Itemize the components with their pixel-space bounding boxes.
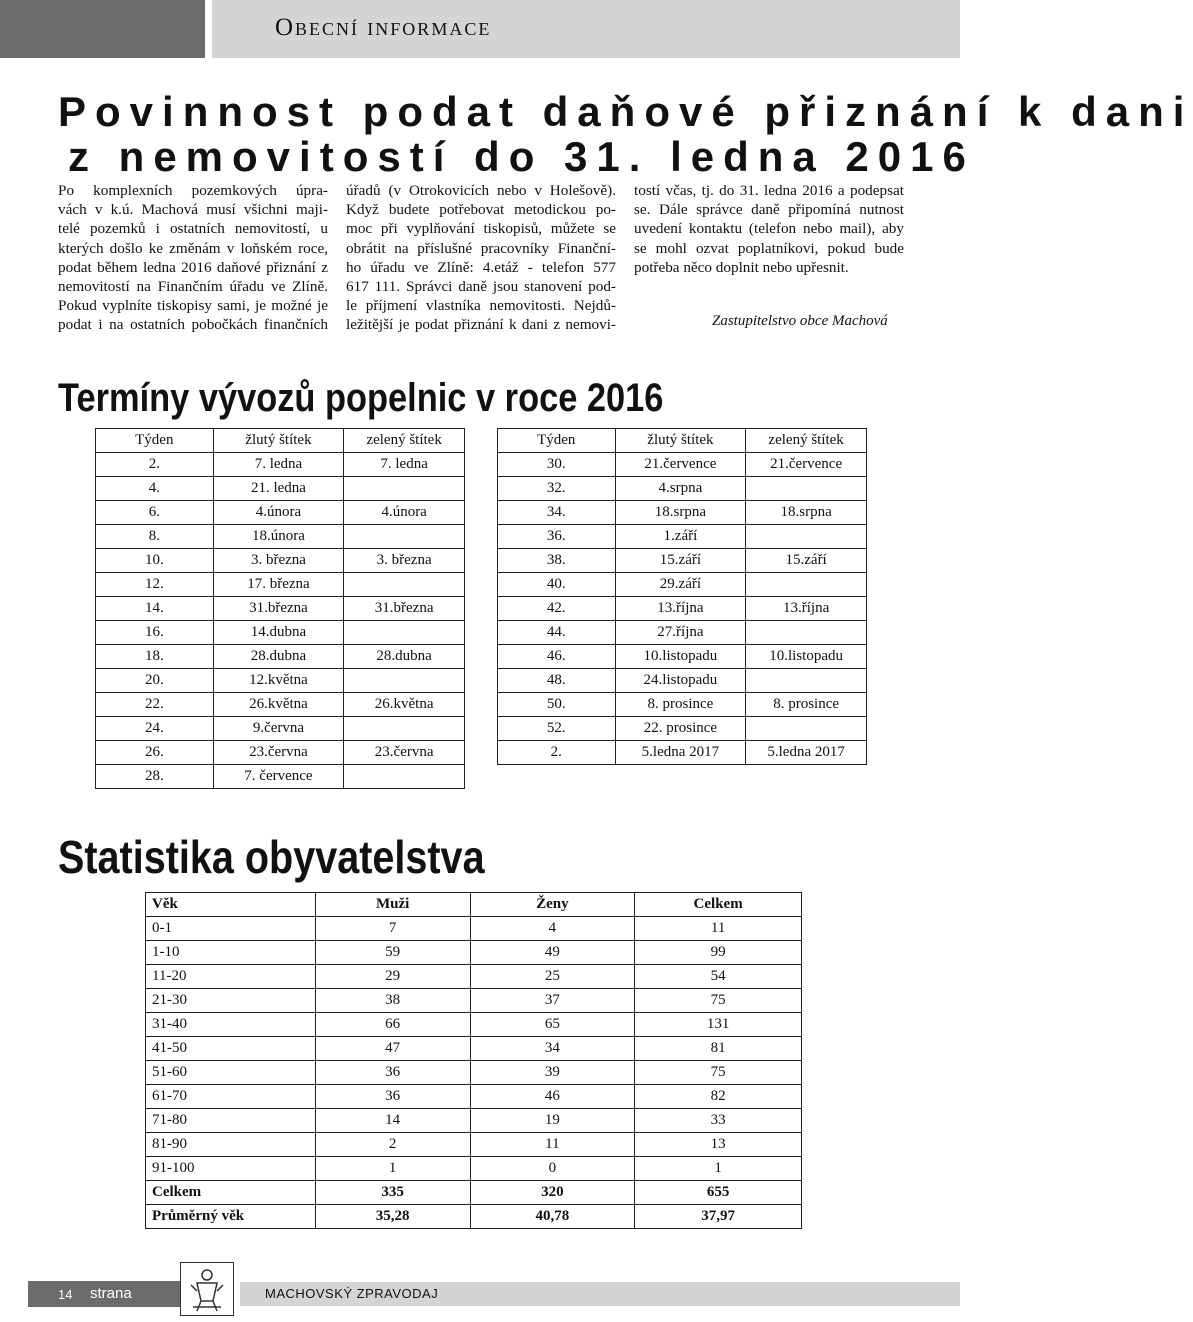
table-row — [498, 717, 867, 741]
article-column-2 — [346, 181, 616, 335]
table-cell — [746, 621, 867, 645]
table-row — [96, 717, 465, 741]
table-cell — [344, 621, 465, 645]
table-cell: 21.července — [615, 453, 746, 477]
article-line: podat i na ostatních pobočkách finančních — [58, 316, 328, 334]
table-cell: 13 — [635, 1133, 802, 1157]
table-row — [498, 525, 867, 549]
table-cell: 14.dubna — [213, 621, 344, 645]
article-column-1 — [58, 181, 328, 335]
table-cell — [344, 525, 465, 549]
table-cell: 0 — [470, 1157, 635, 1181]
table-cell: 1 — [635, 1157, 802, 1181]
table-row — [96, 669, 465, 693]
table-cell: 81-90 — [146, 1133, 316, 1157]
table-header-row — [498, 429, 867, 453]
table-cell: 48. — [498, 669, 616, 693]
article-line: ho úřadu ve Zlíně: 4.etáž - telefon 577 — [346, 258, 616, 276]
table-cell: 4.srpna — [615, 477, 746, 501]
waste-table-right — [497, 428, 867, 765]
table-header-row — [146, 893, 802, 917]
table-row — [96, 453, 465, 477]
table-cell: 40. — [498, 573, 616, 597]
table-row — [498, 453, 867, 477]
article-line: moc při vyplňování tiskopisů, můžete se — [346, 220, 616, 238]
table-cell: 27.října — [615, 621, 746, 645]
table-cell: 0-1 — [146, 917, 316, 941]
table-cell: 25 — [470, 965, 635, 989]
article-line: telé pozemků i ostatních nemovitostí, u — [58, 220, 328, 238]
table-cell — [344, 669, 465, 693]
table-cell: 13.října — [746, 597, 867, 621]
table-total-row — [146, 1181, 802, 1205]
article-column-3 — [634, 181, 904, 277]
table-cell: 40,78 — [470, 1205, 635, 1229]
table-cell — [344, 477, 465, 501]
table-cell: 7 — [315, 917, 470, 941]
table-row — [96, 621, 465, 645]
table-cell: 1 — [315, 1157, 470, 1181]
table-cell: 28.dubna — [344, 645, 465, 669]
table-row — [498, 621, 867, 645]
table-cell: 131 — [635, 1013, 802, 1037]
table-cell: 36 — [315, 1061, 470, 1085]
table-cell: 23.června — [213, 741, 344, 765]
table-cell: 7. ledna — [344, 453, 465, 477]
table-cell: zelený štítek — [344, 429, 465, 453]
article-line: se. Dále správce daně připomíná nutnost — [634, 201, 904, 219]
table-cell: 18.února — [213, 525, 344, 549]
table-header-row — [96, 429, 465, 453]
table-cell: Týden — [498, 429, 616, 453]
page-number: 14 — [58, 1287, 73, 1302]
table-cell: 42. — [498, 597, 616, 621]
table-row — [146, 1109, 802, 1133]
table-cell: 65 — [470, 1013, 635, 1037]
table-cell: 9.června — [213, 717, 344, 741]
table-cell: 38. — [498, 549, 616, 573]
table-cell: 2. — [96, 453, 214, 477]
table-cell: 13.října — [615, 597, 746, 621]
table-row — [498, 501, 867, 525]
table-row — [498, 669, 867, 693]
table-cell: 8. prosince — [615, 693, 746, 717]
table-cell: Celkem — [146, 1181, 316, 1205]
table-cell: 7. ledna — [213, 453, 344, 477]
table-cell: 82 — [635, 1085, 802, 1109]
magazine-name: MACHOVSKÝ ZPRAVODAJ — [265, 1286, 439, 1301]
article-line: úřadů (v Otrokovicích nebo v Holešově). — [346, 182, 616, 199]
table-cell: 59 — [315, 941, 470, 965]
table-cell — [746, 525, 867, 549]
table-cell: 10.listopadu — [746, 645, 867, 669]
table-cell: Ženy — [470, 893, 635, 917]
table-cell: 2 — [315, 1133, 470, 1157]
table-row — [146, 1133, 802, 1157]
table-cell: Týden — [96, 429, 214, 453]
table-cell: 66 — [315, 1013, 470, 1037]
table-cell: 320 — [470, 1181, 635, 1205]
table-cell: 8. — [96, 525, 214, 549]
stats-title: Statistika obyvatelstva — [58, 831, 485, 883]
table-row — [96, 477, 465, 501]
table-cell: 37,97 — [635, 1205, 802, 1229]
table-cell: 71-80 — [146, 1109, 316, 1133]
table-cell: 34 — [470, 1037, 635, 1061]
table-row — [96, 525, 465, 549]
table-row — [498, 477, 867, 501]
table-cell: Průměrný věk — [146, 1205, 316, 1229]
table-cell: 335 — [315, 1181, 470, 1205]
table-row — [146, 1085, 802, 1109]
table-cell: 29.září — [615, 573, 746, 597]
article-signature: Zastupitelstvo obce Machová — [712, 313, 888, 329]
table-cell: 33 — [635, 1109, 802, 1133]
table-cell: 21-30 — [146, 989, 316, 1013]
table-cell: 11 — [635, 917, 802, 941]
article-line: ležitější je podat přiznání k dani z nemovi- — [346, 316, 616, 334]
table-cell — [344, 717, 465, 741]
table-row — [96, 741, 465, 765]
table-row — [498, 549, 867, 573]
table-cell: zelený štítek — [746, 429, 867, 453]
table-cell: 18.srpna — [615, 501, 746, 525]
table-cell: 11 — [470, 1133, 635, 1157]
article-line: obrátit na příslušné pracovníky Finanční- — [346, 239, 616, 257]
section-title: Obecní informace — [275, 14, 492, 41]
table-cell: 32. — [498, 477, 616, 501]
table-cell: 38 — [315, 989, 470, 1013]
table-row — [498, 573, 867, 597]
table-row — [498, 693, 867, 717]
article-line: tostí včas, tj. do 31. ledna 2016 a podepsat — [634, 182, 904, 199]
table-row — [498, 741, 867, 765]
table-cell: 21.července — [746, 453, 867, 477]
table-cell: 37 — [470, 989, 635, 1013]
table-row — [146, 1061, 802, 1085]
table-cell: žlutý štítek — [615, 429, 746, 453]
table-cell: 3. března — [344, 549, 465, 573]
table-cell: 4. — [96, 477, 214, 501]
table-cell: 14 — [315, 1109, 470, 1133]
table-row — [146, 965, 802, 989]
table-cell: 39 — [470, 1061, 635, 1085]
article-title-line1: Povinnost podat daňové přiznání k dani — [58, 88, 1193, 135]
article-line: se mohl ozvat poplatníkovi, pokud bude — [634, 239, 904, 257]
table-row — [146, 941, 802, 965]
table-row — [96, 765, 465, 789]
table-row — [96, 573, 465, 597]
table-cell: 36 — [315, 1085, 470, 1109]
table-cell: 6. — [96, 501, 214, 525]
village-emblem-icon — [180, 1262, 234, 1316]
table-cell: 31-40 — [146, 1013, 316, 1037]
table-cell — [344, 765, 465, 789]
table-cell: 11-20 — [146, 965, 316, 989]
table-cell: 12. — [96, 573, 214, 597]
table-cell: 26.května — [344, 693, 465, 717]
table-cell: 655 — [635, 1181, 802, 1205]
table-cell: 81 — [635, 1037, 802, 1061]
table-cell: 10. — [96, 549, 214, 573]
table-cell: 28.dubna — [213, 645, 344, 669]
article-line: nemovitostí na Finančním úřadu ve Zlíně. — [58, 278, 328, 296]
table-cell: 31.března — [344, 597, 465, 621]
table-cell: 34. — [498, 501, 616, 525]
table-cell: 99 — [635, 941, 802, 965]
table-cell: 47 — [315, 1037, 470, 1061]
table-cell: 15.září — [615, 549, 746, 573]
population-table — [145, 892, 802, 1229]
waste-title: Termíny vývozů popelnic v roce 2016 — [58, 376, 664, 420]
table-cell: Celkem — [635, 893, 802, 917]
table-cell: 29 — [315, 965, 470, 989]
table-cell: 18.srpna — [746, 501, 867, 525]
table-cell: 18. — [96, 645, 214, 669]
table-cell: 10.listopadu — [615, 645, 746, 669]
table-cell: 1.září — [615, 525, 746, 549]
table-cell: 28. — [96, 765, 214, 789]
table-cell: 12.května — [213, 669, 344, 693]
article-title-line2: z nemovitostí do 31. ledna 2016 — [68, 133, 975, 180]
table-row — [96, 597, 465, 621]
table-row — [146, 989, 802, 1013]
article-line: Když budete potřebovat metodickou po- — [346, 201, 616, 219]
table-cell: 41-50 — [146, 1037, 316, 1061]
table-cell: 5.ledna 2017 — [615, 741, 746, 765]
table-cell: 35,28 — [315, 1205, 470, 1229]
table-cell: 7. července — [213, 765, 344, 789]
table-cell: 51-60 — [146, 1061, 316, 1085]
table-cell: 20. — [96, 669, 214, 693]
page-word: strana — [90, 1285, 132, 1302]
table-cell: 46. — [498, 645, 616, 669]
table-cell: 75 — [635, 989, 802, 1013]
waste-table-left — [95, 428, 465, 789]
article-line: 617 111. Správci daně jsou stanovení pod- — [346, 278, 616, 296]
table-cell: žlutý štítek — [213, 429, 344, 453]
table-row — [146, 917, 802, 941]
table-cell: 46 — [470, 1085, 635, 1109]
table-row — [146, 1157, 802, 1181]
article-line: le příjmení vlastníka nemovitosti. Nejdů- — [346, 297, 616, 315]
table-cell: 22. — [96, 693, 214, 717]
table-cell: 4.února — [344, 501, 465, 525]
table-row — [96, 693, 465, 717]
table-cell: 50. — [498, 693, 616, 717]
table-row — [498, 645, 867, 669]
article-line: vách v k.ú. Machová musí všichni maji- — [58, 201, 328, 219]
article-line: uvedení kontaktu (telefon nebo mail), aby — [634, 220, 904, 238]
table-cell: 26.května — [213, 693, 344, 717]
article-line: podat během ledna 2016 daňové přiznání z — [58, 258, 328, 276]
table-cell: 4.února — [213, 501, 344, 525]
table-cell: 44. — [498, 621, 616, 645]
table-cell: 22. prosince — [615, 717, 746, 741]
table-cell — [746, 477, 867, 501]
header-dark-block — [0, 0, 205, 58]
table-cell: 54 — [635, 965, 802, 989]
table-cell: 15.září — [746, 549, 867, 573]
table-cell: 1-10 — [146, 941, 316, 965]
table-cell: 36. — [498, 525, 616, 549]
table-cell: 91-100 — [146, 1157, 316, 1181]
table-cell — [746, 669, 867, 693]
table-cell: 21. ledna — [213, 477, 344, 501]
table-total-row — [146, 1205, 802, 1229]
article-line: kterých došlo ke změnám v loňském roce, — [58, 239, 328, 257]
table-cell: 52. — [498, 717, 616, 741]
table-cell: 61-70 — [146, 1085, 316, 1109]
table-cell: 17. března — [213, 573, 344, 597]
table-cell: 4 — [470, 917, 635, 941]
table-cell: 5.ledna 2017 — [746, 741, 867, 765]
table-row — [146, 1013, 802, 1037]
table-cell: 3. března — [213, 549, 344, 573]
table-cell: 24. — [96, 717, 214, 741]
table-cell: 14. — [96, 597, 214, 621]
article-line: Pokud vyplníte tiskopisy sami, je možné je — [58, 297, 328, 315]
table-cell: Muži — [315, 893, 470, 917]
table-row — [96, 645, 465, 669]
table-cell: 30. — [498, 453, 616, 477]
table-cell: 49 — [470, 941, 635, 965]
table-cell: 31.března — [213, 597, 344, 621]
table-cell: Věk — [146, 893, 316, 917]
article-line: potřeba něco doplnit nebo upřesnit. — [634, 258, 849, 276]
table-row — [498, 597, 867, 621]
table-cell: 23.června — [344, 741, 465, 765]
table-cell — [344, 573, 465, 597]
table-cell: 19 — [470, 1109, 635, 1133]
table-cell — [746, 717, 867, 741]
table-cell: 2. — [498, 741, 616, 765]
table-row — [96, 549, 465, 573]
table-row — [146, 1037, 802, 1061]
table-cell — [746, 573, 867, 597]
table-cell: 24.listopadu — [615, 669, 746, 693]
table-cell: 16. — [96, 621, 214, 645]
article-line: Po komplexních pozemkových úpra- — [58, 182, 328, 199]
table-cell: 8. prosince — [746, 693, 867, 717]
table-cell: 26. — [96, 741, 214, 765]
table-row — [96, 501, 465, 525]
table-cell: 75 — [635, 1061, 802, 1085]
